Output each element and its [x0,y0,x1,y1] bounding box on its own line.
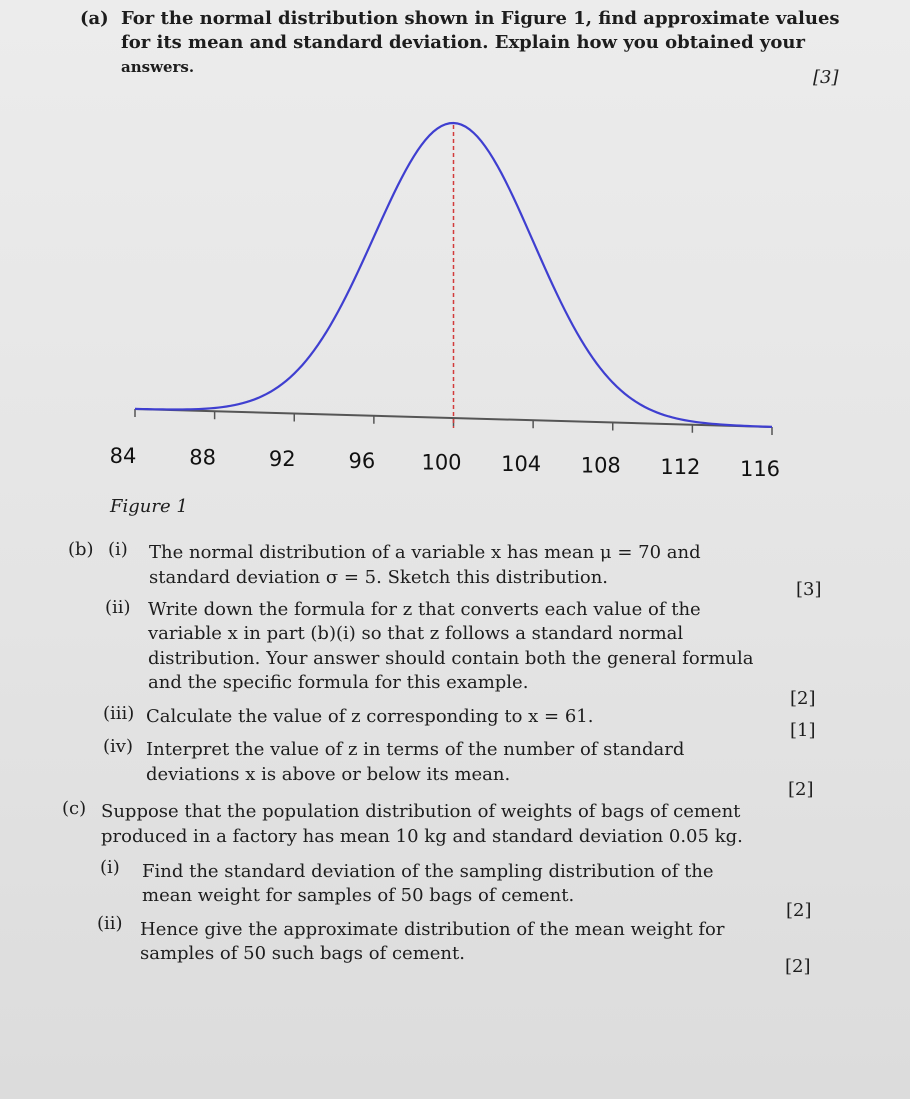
part-c-i-marks: [2] [786,900,812,921]
normal-distribution-chart [0,0,910,500]
part-c-label: (c) [62,798,87,819]
x-tick-label-92: 92 [268,447,296,472]
part-c-ii-line-2: samples of 50 such bags of cement. [140,943,465,964]
part-b-i-line-2: standard deviation σ = 5. Sketch this distribution. [149,567,609,588]
part-b-i-line-1: The normal distribution of a variable x has mean μ = 70 and [149,542,701,563]
part-a-line-1: For the normal distribution shown in Figure 1, find approximate values [121,8,840,29]
x-tick-label-116: 116 [739,456,781,481]
part-b-ii-label: (ii) [105,597,131,618]
part-b-i-label: (i) [108,539,128,560]
figure-caption: Figure 1 [110,496,188,517]
x-tick-label-84: 84 [109,444,137,468]
part-b-i-marks: [3] [796,579,822,600]
part-c-line-1: Suppose that the population distribution of weights of bags of cement [101,801,741,822]
part-b-ii-marks: [2] [790,688,816,709]
part-b-iii-label: (iii) [103,703,135,724]
part-b-ii-line-1: Write down the formula for z that converts each value of the [148,599,701,620]
part-a-line-3: answers. [121,58,195,76]
part-c-ii-label: (ii) [97,913,123,934]
part-c-i-line-2: mean weight for samples of 50 bags of cement. [142,885,575,906]
part-b-label: (b) [68,539,94,560]
part-c-line-2: produced in a factory has mean 10 kg and standard deviation 0.05 kg. [101,826,743,847]
x-axis-tick-labels [110,444,780,481]
x-tick-label-96: 96 [348,448,376,473]
x-tick-label-104: 104 [501,452,542,476]
part-b-iv-line-1: Interpret the value of z in terms of the number of standard [146,739,685,760]
part-a-line-2: for its mean and standard deviation. Explain how you obtained your [121,32,805,53]
x-tick-label-88: 88 [189,445,216,470]
part-b-ii-line-4: and the specific formula for this example. [148,672,529,693]
x-tick-label-108: 108 [580,453,621,478]
part-c-ii-marks: [2] [785,956,811,977]
part-c-i-label: (i) [100,857,120,878]
part-b-ii-line-3: distribution. Your answer should contain both the general formula [148,648,754,669]
part-b-iv-label: (iv) [103,736,133,757]
part-a-marks: [3] [813,67,839,88]
x-tick-label-100: 100 [421,450,462,475]
part-c-ii-line-1: Hence give the approximate distribution of the mean weight for [140,919,725,940]
part-b-ii-line-2: variable x in part (b)(i) so that z follows a standard normal [148,623,684,644]
x-tick-label-112: 112 [660,455,701,480]
part-c-i-line-1: Find the standard deviation of the sampling distribution of the [142,861,714,882]
part-b-iv-line-2: deviations x is above or below its mean. [146,764,511,785]
part-a-label: (a) [80,8,109,29]
part-b-iv-marks: [2] [788,779,814,800]
part-b-iii-marks: [1] [790,720,816,741]
part-b-iii-line-1: Calculate the value of z corresponding to x = 61. [146,706,594,727]
